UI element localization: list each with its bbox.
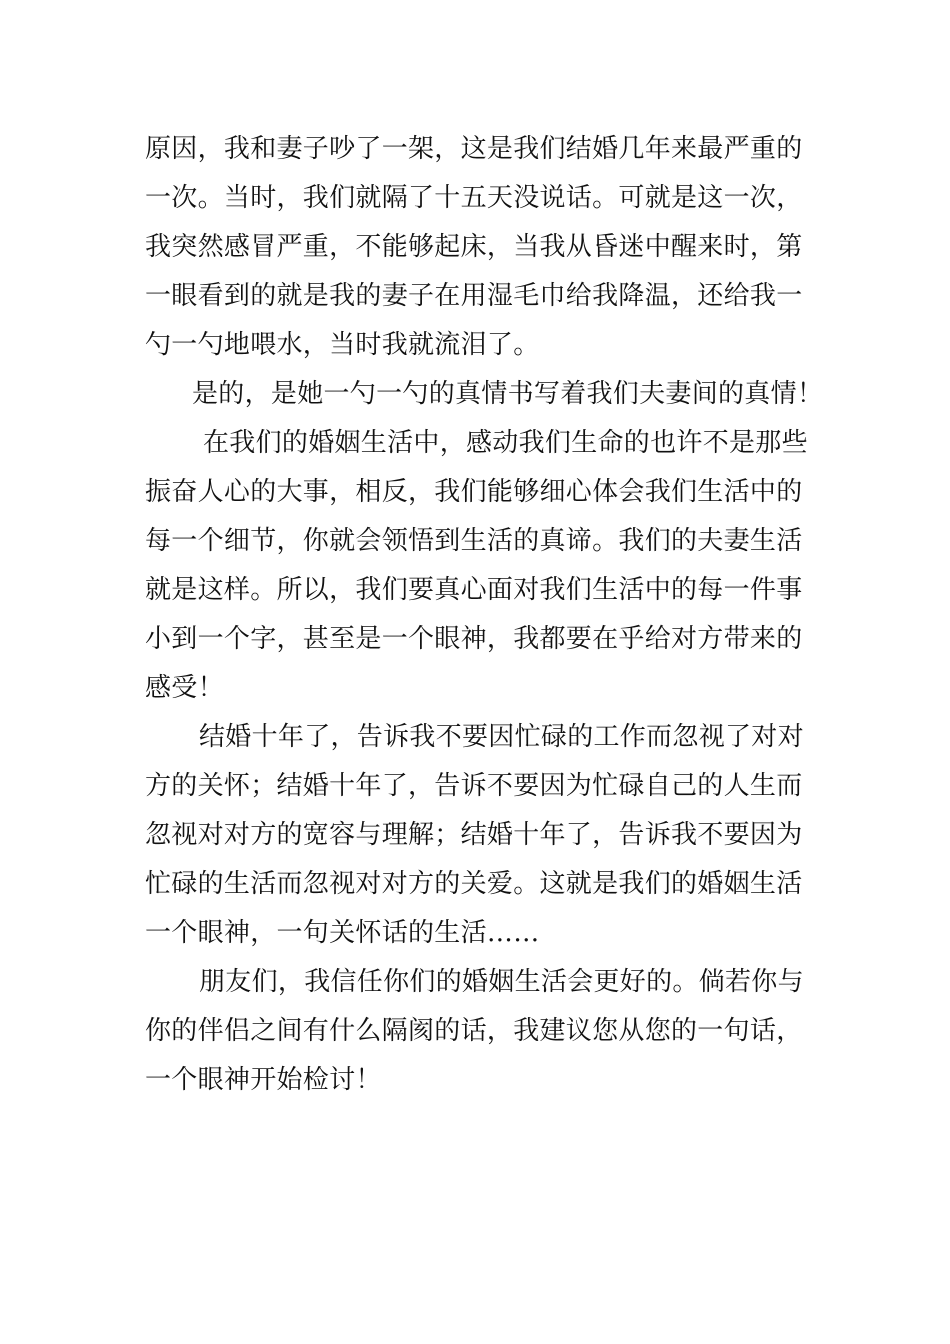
- text-line: 每一个细节，你就会领悟到生活的真谛。我们的夫妻生活: [145, 526, 803, 556]
- text-line: 振奋人心的大事，相反，我们能够细心体会我们生活中的: [145, 477, 803, 507]
- text-line: 一眼看到的就是我的妻子在用湿毛巾给我降温，还给我一: [145, 281, 803, 311]
- text-line: 感受！: [145, 673, 224, 703]
- text-line: 在我们的婚姻生活中，感动我们生命的也许不是那些: [203, 428, 808, 458]
- paragraph-5: [145, 958, 810, 1105]
- text-line: 结婚十年了，告诉我不要因忙碌的工作而忽视了对对: [199, 722, 804, 752]
- paragraph-3: [145, 419, 810, 713]
- text-line: 小到一个字，甚至是一个眼神，我都要在乎给对方带来的: [145, 624, 803, 654]
- text-line: 方的关怀；结婚十年了，告诉不要因为忙碌自己的人生而: [145, 771, 803, 801]
- text-line: 就是这样。所以，我们要真心面对我们生活中的每一件事: [145, 575, 803, 605]
- text-line: 我突然感冒严重，不能够起床，当我从昏迷中醒来时，第: [145, 232, 803, 262]
- text-line: 原因，我和妻子吵了一架，这是我们结婚几年来最严重的: [145, 134, 803, 164]
- paragraph-2: [145, 370, 824, 419]
- text-line: 一个眼神，一句关怀话的生活……: [145, 918, 540, 948]
- paragraph-4: [145, 713, 810, 958]
- text-line: 忙碌的生活而忽视对对方的关爱。这就是我们的婚姻生活: [145, 869, 803, 899]
- text-line: 忽视对对方的宽容与理解；结婚十年了，告诉我不要因为: [145, 820, 803, 850]
- text-line: 是的，是她一勺一勺的真情书写着我们夫妻间的真情！: [192, 379, 824, 409]
- text-line: 朋友们，我信任你们的婚姻生活会更好的。倘若你与: [199, 967, 804, 997]
- paragraph-1: [145, 125, 810, 370]
- text-line: 你的伴侣之间有什么隔阂的话，我建议您从您的一句话，: [145, 1016, 803, 1046]
- text-line: 一次。当时，我们就隔了十五天没说话。可就是这一次，: [145, 183, 803, 213]
- text-line: 一个眼神开始检讨！: [145, 1065, 382, 1095]
- document-body: [145, 125, 824, 1105]
- text-line: 勺一勺地喂水，当时我就流泪了。: [145, 330, 540, 360]
